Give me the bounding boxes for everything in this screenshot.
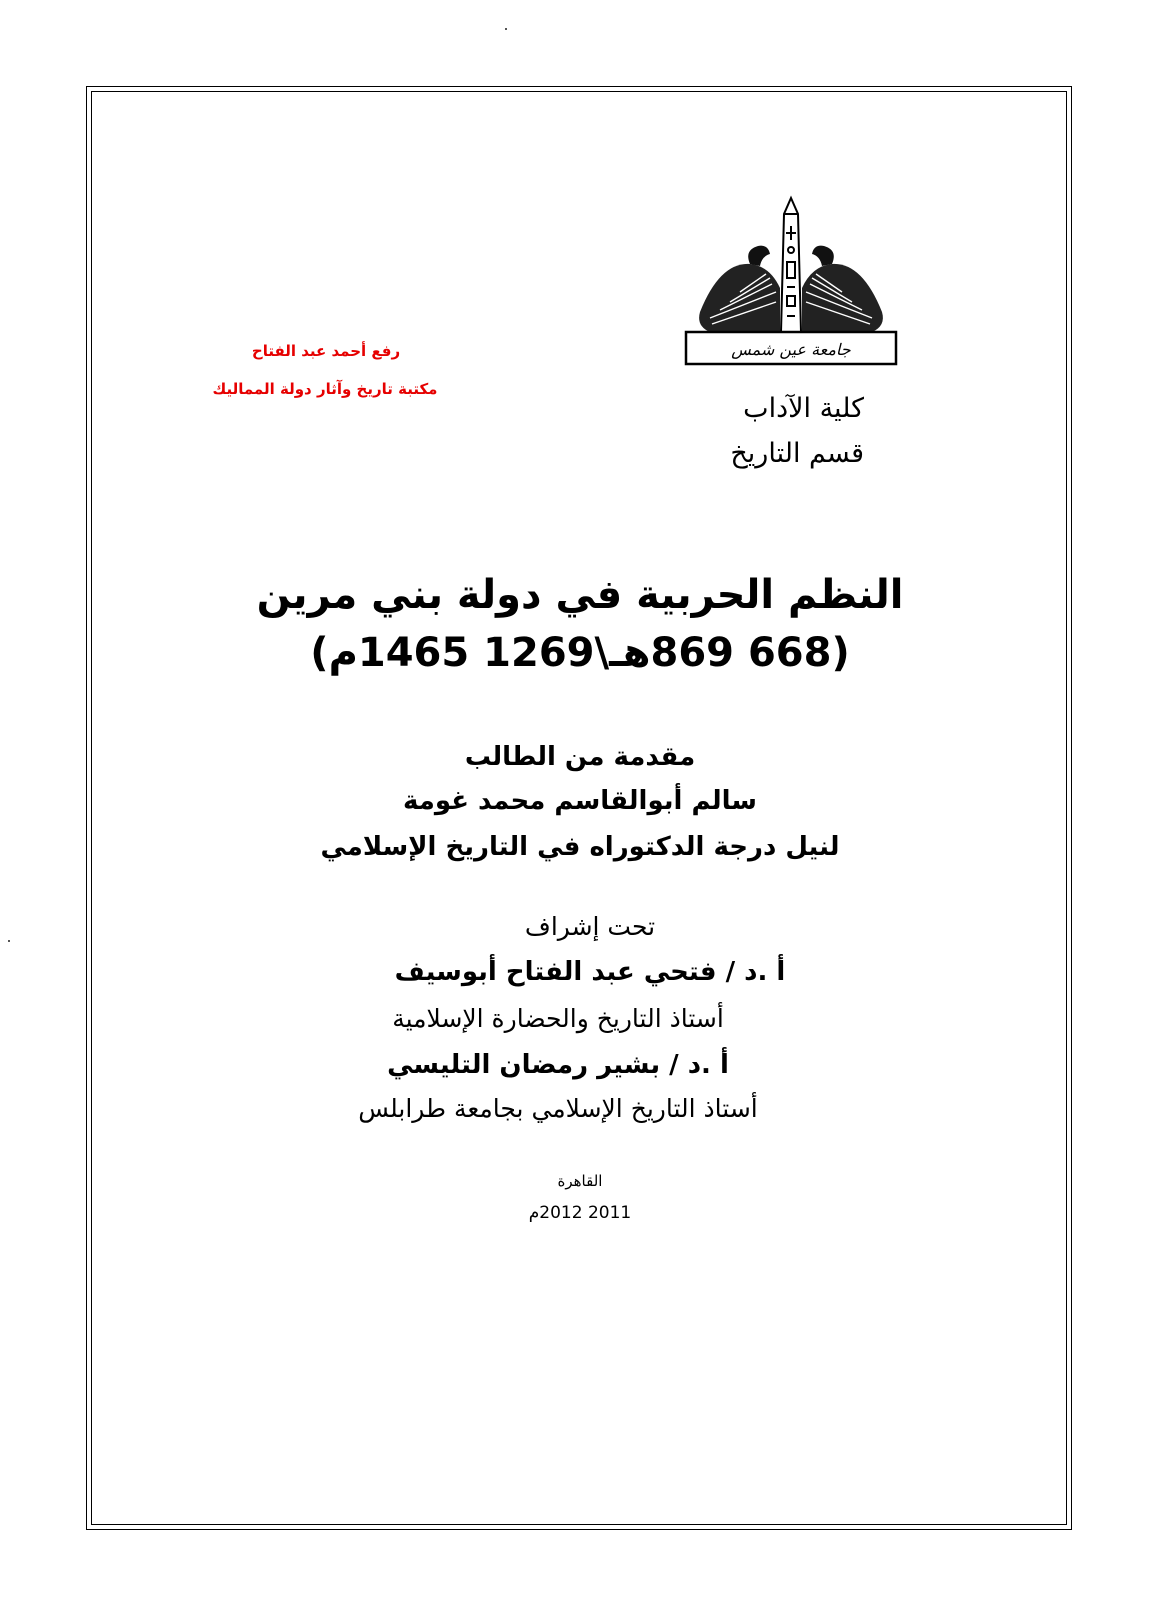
supervision-label: تحت إشراف xyxy=(524,912,656,941)
obelisk-eagles-seal-icon xyxy=(680,192,902,370)
uploader-note: رفع أحمد عبد الفتاح xyxy=(251,342,401,360)
thesis-title: النظم الحربية في دولة بني مرين xyxy=(256,572,904,618)
supervisor-1-name: أ .د / فتحي عبد الفتاح أبوسيف xyxy=(394,957,786,987)
year-label: 2011 2012م xyxy=(528,1203,632,1223)
library-note: مكتبة تاريخ وآثار دولة المماليك xyxy=(212,380,438,398)
thesis-date-range: (668 869هـ\1269 1465م) xyxy=(310,630,850,676)
student-name: سالم أبوالقاسم محمد غومة xyxy=(403,786,757,816)
faculty-name: كلية الآداب xyxy=(743,393,864,424)
supervisor-2-name: أ .د / بشير رمضان التليسي xyxy=(387,1050,729,1080)
city-label: القاهرة xyxy=(557,1172,603,1190)
department-name: قسم التاريخ xyxy=(730,438,864,469)
logo-text: جامعة عين شمس xyxy=(731,340,851,359)
speck-top xyxy=(505,28,507,30)
degree-line: لنيل درجة الدكتوراه في التاريخ الإسلامي xyxy=(320,832,840,862)
supervisor-2-title: أستاذ التاريخ الإسلامي بجامعة طرابلس xyxy=(358,1094,758,1123)
submitted-by-label: مقدمة من الطالب xyxy=(464,742,696,772)
supervisor-1-title: أستاذ التاريخ والحضارة الإسلامية xyxy=(392,1004,724,1033)
